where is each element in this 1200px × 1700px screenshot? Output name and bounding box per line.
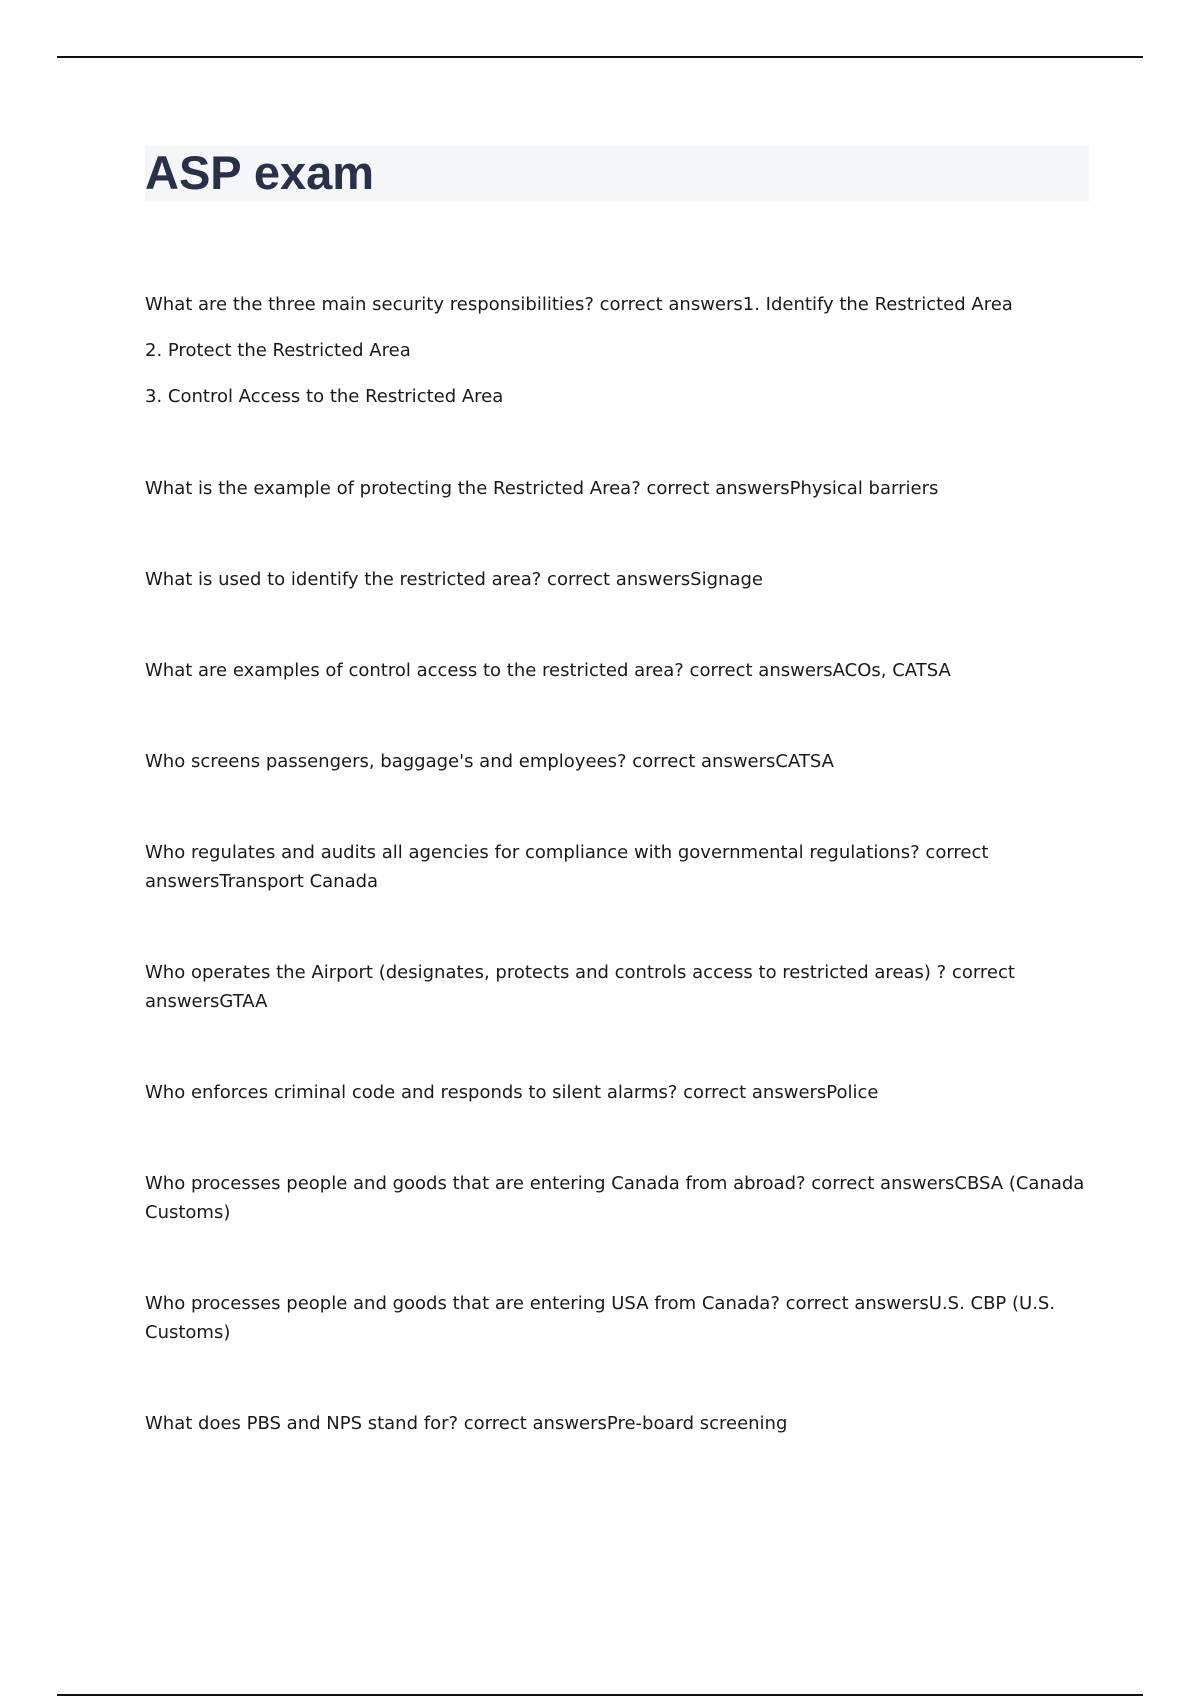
qa-item-1 — [145, 290, 1090, 411]
qa-text: What are examples of control access to the restricted area? correct answersACOs, CATSA — [145, 660, 951, 681]
qa-text: Who regulates and audits all agencies for compliance with governmental regulations? correct answersTransport Canada — [145, 842, 989, 892]
qa-item-4 — [145, 656, 1090, 685]
qa-item-10 — [145, 1289, 1090, 1347]
qa-text: What are the three main security responsibilities? correct answers1. Identify the Restricted Area — [145, 294, 1013, 315]
qa-text: What is the example of protecting the Restricted Area? correct answersPhysical barriers — [145, 478, 939, 499]
qa-text: What is used to identify the restricted area? correct answersSignage — [145, 569, 763, 590]
qa-item-8 — [145, 1078, 1090, 1107]
page-title: ASP exam — [145, 146, 375, 199]
qa-text: Who screens passengers, baggage's and employees? correct answersCATSA — [145, 751, 834, 772]
top-divider — [57, 56, 1143, 58]
qa-item-9 — [145, 1169, 1090, 1227]
qa-item-3 — [145, 565, 1090, 594]
qa-text: Who processes people and goods that are entering USA from Canada? correct answersU.S. CBP (U.S. Customs) — [145, 1293, 1056, 1343]
qa-text: Who enforces criminal code and responds to silent alarms? correct answersPolice — [145, 1082, 879, 1103]
qa-item-6 — [145, 838, 1090, 896]
qa-item-7 — [145, 958, 1090, 1016]
qa-item-5 — [145, 747, 1090, 776]
qa-continuation-line: 2. Protect the Restricted Area — [145, 340, 411, 361]
qa-item-11 — [145, 1409, 1090, 1438]
qa-text: What does PBS and NPS stand for? correct answersPre-board screening — [145, 1413, 788, 1434]
qa-item-2 — [145, 474, 1090, 503]
bottom-divider — [57, 1694, 1143, 1696]
qa-text: Who operates the Airport (designates, protects and controls access to restricted areas) ? correct answersGTAA — [145, 962, 1015, 1012]
qa-continuation-line: 3. Control Access to the Restricted Area — [145, 386, 504, 407]
qa-text: Who processes people and goods that are entering Canada from abroad? correct answersCBSA (Canada Customs) — [145, 1173, 1085, 1223]
